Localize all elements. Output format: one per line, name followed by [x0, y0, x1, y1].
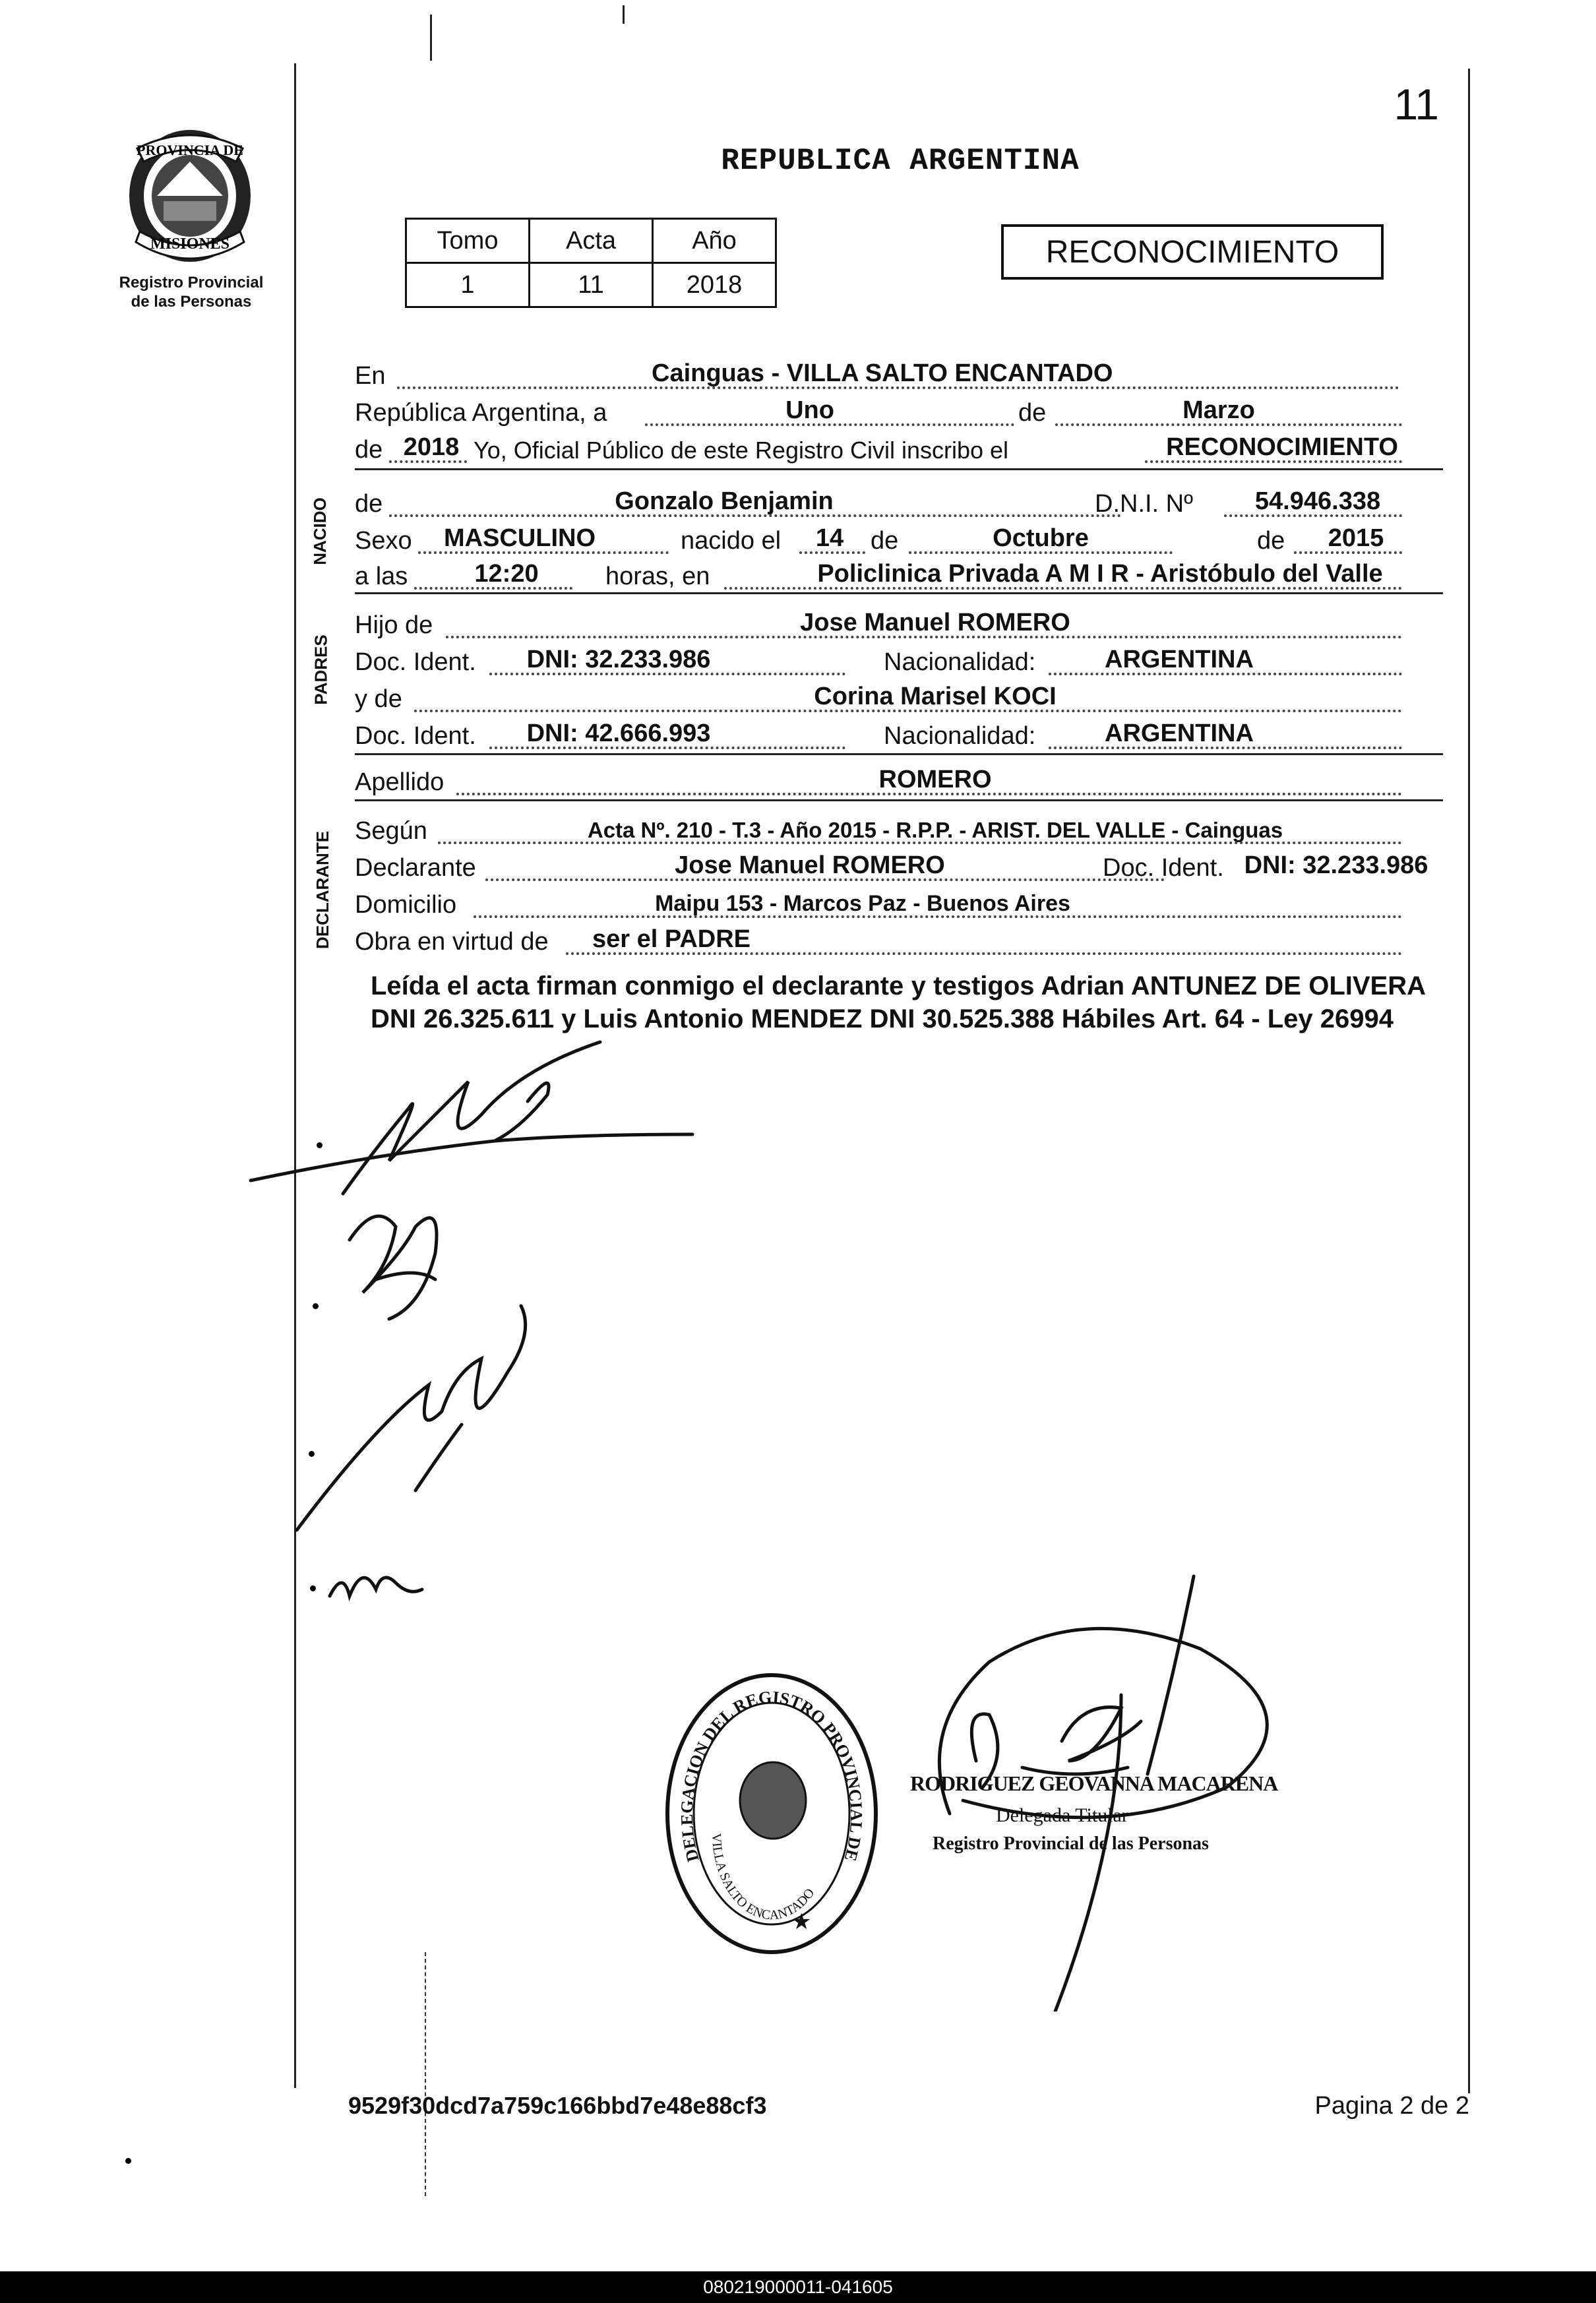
value-father-name: Jose Manuel ROMERO: [800, 609, 1070, 636]
mark-dot-3: [309, 1451, 315, 1457]
side-label-declarante: DECLARANTE: [313, 830, 333, 950]
label-de-name: de: [355, 490, 383, 518]
label-doc-declarante: Doc. Ident.: [1103, 854, 1224, 882]
label-doc-father: Doc. Ident.: [355, 648, 476, 676]
value-ano: 2018: [653, 263, 776, 307]
value-domicilio: Maipu 153 - Marcos Paz - Buenos Aires: [655, 891, 1070, 916]
svg-text:PROVINCIA DE: PROVINCIA DE: [137, 142, 243, 158]
fold-mark-top: [430, 15, 432, 61]
value-mother-name: Corina Marisel KOCI: [814, 683, 1057, 710]
closing-paragraph: Leída el acta firman conmigo el declarante y testigos Adrian ANTUNEZ DE OLIVERA DNI 26.325.611 y Luis Antonio MENDEZ DNI 30.525.388 Hábiles Art. 64 - Ley 26994: [371, 971, 1426, 1033]
value-declarante: Jose Manuel ROMERO: [675, 851, 945, 879]
value-sexo: MASCULINO: [443, 524, 596, 552]
value-dni: 54.946.338: [1254, 487, 1381, 515]
label-dni: D.N.I. Nº: [1095, 490, 1193, 518]
label-de-year: de: [355, 436, 383, 464]
row-mother-doc: [355, 718, 1443, 754]
label-obra: Obra en virtud de: [355, 928, 549, 956]
svg-text:MISIONES: MISIONES: [150, 235, 230, 253]
side-label-padres: PADRES: [311, 634, 331, 705]
row-apellido: [355, 764, 1443, 801]
header-ano: Año: [653, 219, 776, 263]
label-de-birth-month: de: [871, 527, 899, 555]
value-day: Uno: [785, 396, 834, 424]
value-mother-doc: DNI: 42.666.993: [526, 720, 711, 747]
row-mother: [355, 681, 1443, 718]
svg-text:★: ★: [791, 1909, 812, 1934]
value-month: Marzo: [1182, 396, 1255, 424]
fold-mark-bottom: [425, 1952, 427, 2196]
document-hash: 9529f30dcd7a759c166bbd7e48e88cf3: [348, 2092, 767, 2119]
official-office: Registro Provincial de las Personas: [933, 1833, 1209, 1854]
label-segun: Según: [355, 817, 427, 845]
row-en: [355, 357, 1443, 394]
row-date: [355, 394, 1443, 431]
value-birth-year: 2015: [1328, 524, 1384, 552]
registry-table: [405, 218, 777, 308]
label-apellido: Apellido: [355, 768, 445, 796]
crest-caption-line1: Registro Provincial: [119, 274, 264, 292]
row-obra: [355, 923, 1443, 960]
value-father-doc: DNI: 32.233.986: [526, 646, 711, 673]
value-apellido: ROMERO: [878, 766, 992, 793]
separator-1: [355, 468, 1443, 470]
fold-mark-top2: [623, 5, 625, 24]
mark-dot-2: [313, 1303, 319, 1309]
right-margin-line: [1468, 69, 1470, 2093]
svg-text:DELEGACION DEL REGISTRO PROVIN: DELEGACION DEL REGISTRO PROVINCIAL DE: [677, 1687, 867, 1864]
label-nacido: nacido el: [681, 527, 782, 555]
registry-seal: [660, 1669, 884, 1962]
label-alas: a las: [355, 563, 408, 590]
value-obra: ser el PADRE: [592, 925, 751, 953]
row-father-doc: [355, 644, 1443, 681]
value-acta: 11: [530, 263, 653, 307]
label-inscribo: Yo, Oficial Público de este Registro Civil inscribo el: [474, 437, 1009, 464]
witness-signatures: [244, 1029, 719, 1622]
label-horas: horas, en: [605, 563, 710, 590]
value-segun: Acta Nº. 210 - T.3 - Año 2015 - R.P.P. - ARIST. DEL VALLE - Cainguas: [587, 818, 1283, 842]
row-name: [355, 485, 1443, 522]
label-de-birth-year: de: [1257, 527, 1285, 555]
label-domicilio: Domicilio: [355, 891, 457, 919]
row-father: [355, 607, 1443, 644]
value-birth-day: 14: [815, 524, 844, 552]
document-title: REPUBLICA ARGENTINA: [721, 144, 1080, 178]
row-sex: [355, 522, 1443, 559]
mark-dot-5: [125, 2158, 131, 2164]
row-segun: [355, 813, 1443, 849]
value-birth-month: Octubre: [993, 524, 1089, 552]
value-birth-place: Policlinica Privada A M I R - Aristóbulo del Valle: [817, 560, 1383, 588]
separator-4: [355, 799, 1443, 801]
separator-2: [355, 592, 1443, 594]
value-act: RECONOCIMIENTO: [1166, 433, 1398, 461]
mark-dot-1: [317, 1142, 322, 1148]
label-en: En: [355, 362, 386, 390]
act-type-box: RECONOCIMIENTO: [1001, 224, 1384, 280]
label-declarante: Declarante: [355, 854, 476, 882]
label-yde: y de: [355, 685, 402, 713]
value-mother-nat: ARGENTINA: [1105, 720, 1254, 747]
label-nac-mother: Nacionalidad:: [884, 722, 1036, 750]
page-number: 11: [1394, 80, 1439, 129]
header-tomo: Tomo: [406, 219, 530, 263]
footer-code-bar: 080219000011-041605: [0, 2271, 1596, 2303]
official-name: RODRIGUEZ GEOVANNA MACARENA: [910, 1771, 1278, 1795]
mark-dot-4: [310, 1585, 316, 1591]
label-nac-father: Nacionalidad:: [884, 648, 1036, 676]
row-domicilio: [355, 886, 1443, 923]
value-year: 2018: [403, 433, 460, 461]
row-year: [355, 431, 1443, 468]
label-hijo: Hijo de: [355, 611, 433, 639]
crest-caption-line2: de las Personas: [131, 293, 252, 311]
value-father-nat: ARGENTINA: [1105, 646, 1254, 673]
label-republica: República Argentina, a: [355, 399, 607, 427]
value-child-name: Gonzalo Benjamin: [615, 487, 834, 515]
side-label-nacido: NACIDO: [309, 497, 330, 565]
official-role: Delegada Titular: [996, 1804, 1128, 1826]
pagination: Pagina 2 de 2: [1314, 2092, 1469, 2120]
value-place: Cainguas - VILLA SALTO ENCANTADO: [652, 359, 1113, 387]
value-declarante-doc: DNI: 32.233.986: [1244, 851, 1428, 879]
crest-caption: [79, 273, 303, 311]
separator-3: [355, 753, 1443, 755]
label-de-month: de: [1018, 399, 1047, 427]
label-doc-mother: Doc. Ident.: [355, 722, 476, 750]
row-declarante: [355, 849, 1443, 886]
label-sexo: Sexo: [355, 527, 412, 555]
value-birth-time: 12:20: [474, 560, 539, 588]
header-acta: Acta: [530, 219, 653, 263]
value-tomo: 1: [406, 263, 530, 307]
svg-text:VILLA SALTO ENCANTADO: VILLA SALTO ENCANTADO: [708, 1833, 818, 1923]
row-time: [355, 558, 1443, 595]
